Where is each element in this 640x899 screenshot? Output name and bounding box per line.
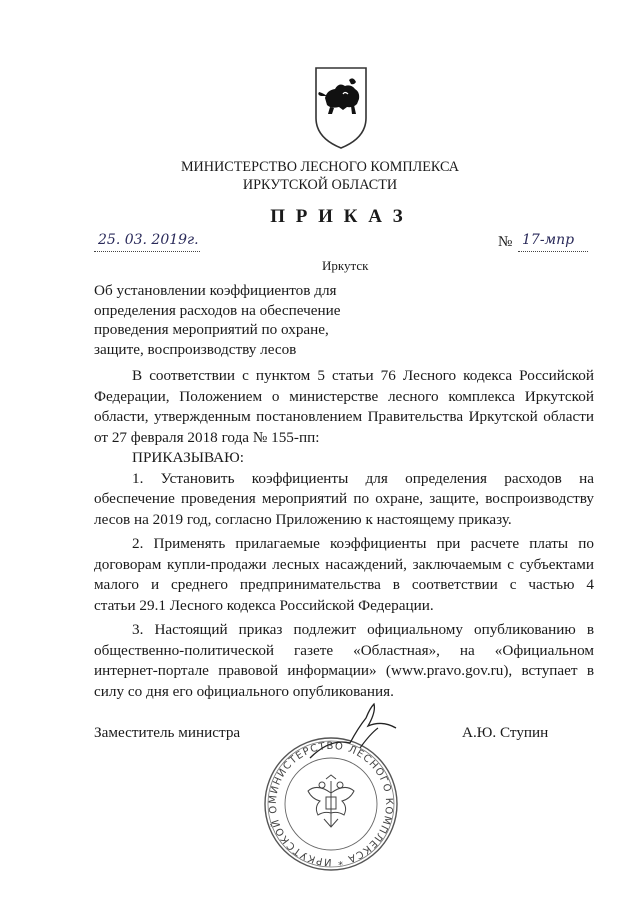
seal-ring-text: МИНИСТЕРСТВО ЛЕСНОГО КОМПЛЕКСА * ИРКУТСКОЙ О [267, 740, 395, 868]
subject-line: защите, воспроизводству лесов [94, 340, 297, 358]
item2-line: договорам купли-продажи лесных насаждений, заключаемым с субъектами [94, 555, 594, 573]
item1-line: лесов на 2019 год, согласно Приложению к настоящему приказу. [94, 510, 512, 528]
p1-line: Федерации, Положением о министерстве лесного комплекса Иркутской [94, 387, 594, 405]
item2-line: малого и среднего предпринимательства в соответствии с частью 4 [94, 576, 594, 593]
item3-line: силу со дня его официального опубликования. [94, 682, 394, 700]
subject-line: проведения мероприятий по охране, [94, 321, 329, 338]
p1-line: области, утвержденным постановлением Правительства Иркутской области [94, 408, 594, 425]
date-handwritten: 25. 03. 2019г. [98, 232, 199, 248]
subject-line: Об установлении коэффициентов для [94, 282, 337, 299]
p1-line: от 27 февраля 2018 года № 155-пп: [94, 428, 320, 446]
ministry-name-line2: ИРКУТСКОЙ ОБЛАСТИ [242, 177, 398, 193]
item3-line: 3. Настоящий приказ подлежит официальному опубликованию в [132, 621, 594, 638]
item3-line: интернет-портале правовой информации» (www.pravo.gov.ru), вступает в [94, 662, 594, 679]
handwritten-signature [300, 698, 410, 768]
number-prefix: № [498, 234, 513, 250]
item1-line: 1. Установить коэффициенты для определения расходов на [132, 469, 594, 487]
city-label: Иркутск [322, 258, 369, 273]
order-word: ПРИКАЗЫВАЮ: [132, 449, 244, 466]
p1-line: В соответствии с пунктом 5 статьи 76 Лесного кодекса Российской [132, 367, 594, 384]
signatory-position: Заместитель министра [94, 724, 241, 741]
number-field [498, 232, 598, 252]
date-underline [94, 251, 200, 252]
coat-of-arms-emblem [313, 66, 369, 150]
ministry-name-line1: МИНИСТЕРСТВО ЛЕСНОГО КОМПЛЕКСА [180, 159, 460, 175]
document-type-title: П Р И К А З [270, 206, 406, 227]
number-underline [518, 251, 588, 252]
item3-line: общественно-политической газете «Областная», на «Официальном [94, 641, 594, 659]
body-text [94, 366, 594, 702]
date-field [94, 232, 204, 252]
subject-block [94, 281, 364, 359]
item2-line: статьи 29.1 Лесного кодекса Российской Федерации. [94, 596, 434, 614]
subject-line: определения расходов на обеспечение [94, 301, 341, 319]
item2-line: 2. Применять прилагаемые коэффициенты при расчете платы по [132, 535, 594, 552]
signatory-name: А.Ю. Ступин [462, 724, 549, 741]
item1-line: обеспечение проведения мероприятий по охране, защите, воспроизводству [94, 490, 594, 507]
number-handwritten: 17-мпр [522, 232, 575, 248]
